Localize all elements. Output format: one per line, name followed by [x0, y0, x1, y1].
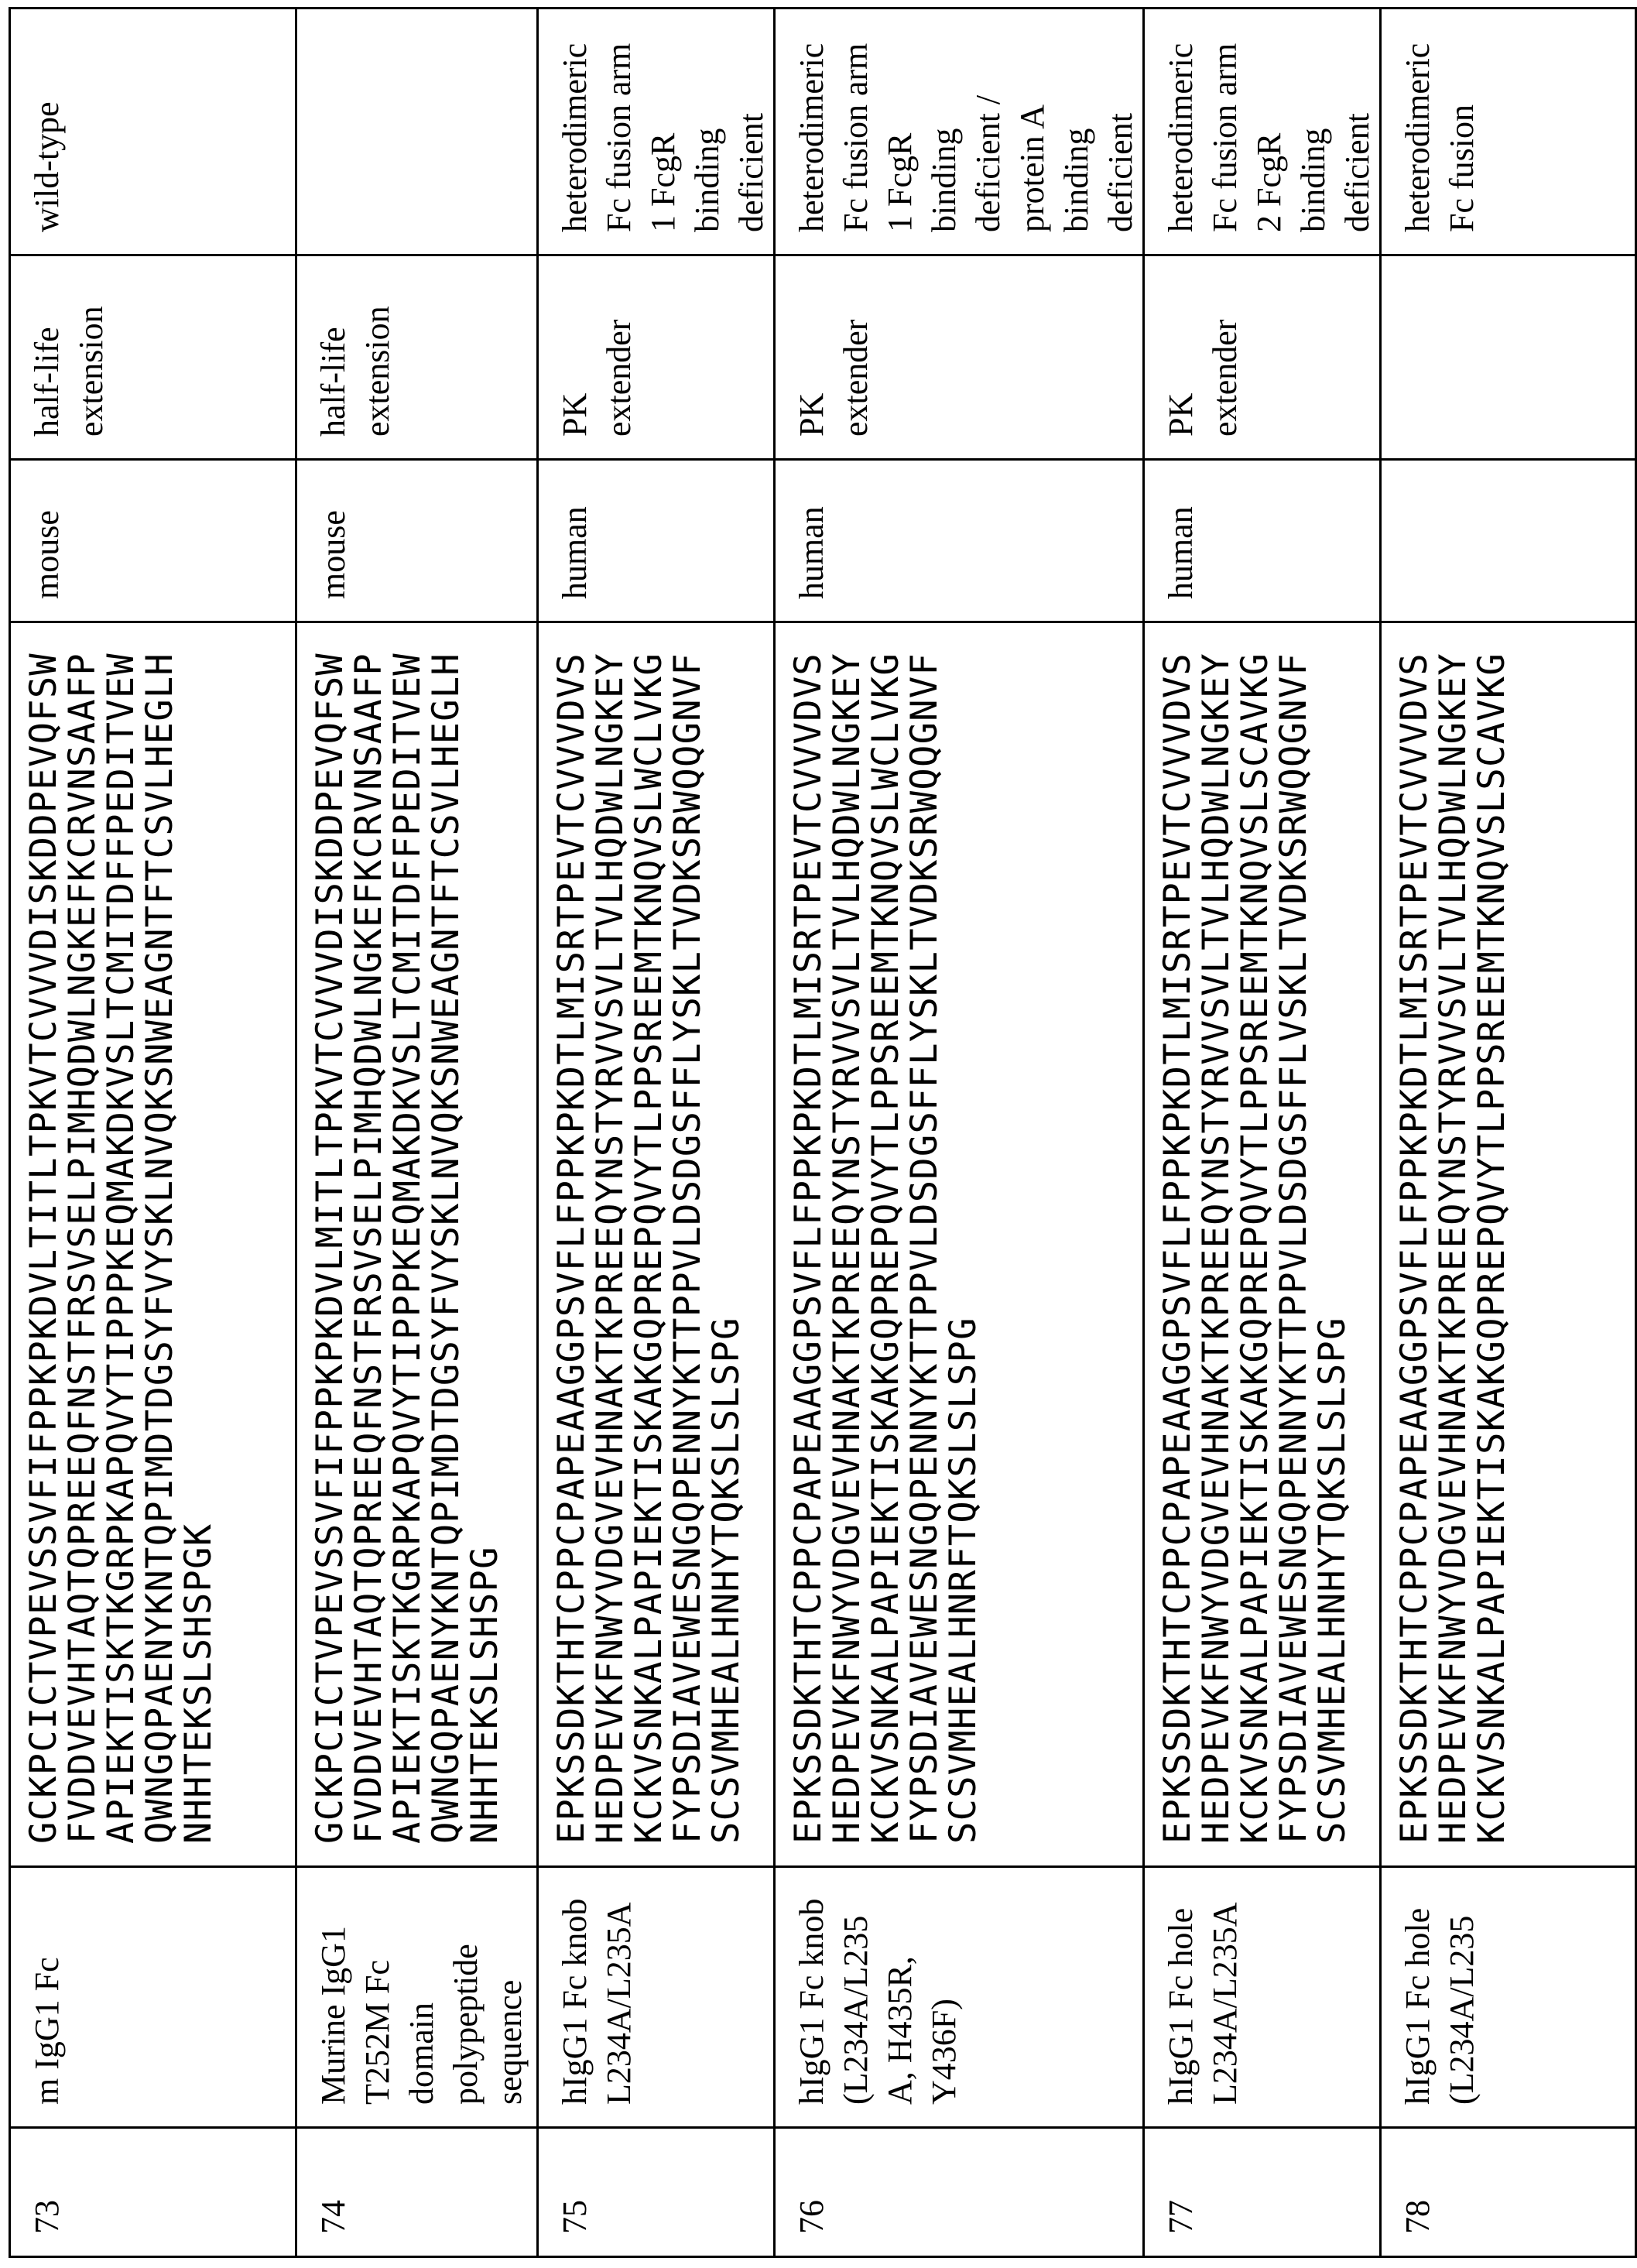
name-cell: m IgG1 Fc	[10, 1867, 296, 2128]
table-row	[10, 9, 296, 2257]
species-cell	[1381, 460, 1636, 622]
table-row	[775, 9, 1144, 2257]
species-cell: human	[538, 460, 775, 622]
sequence-line: FVDDVEVHTAQTQPREEQFNSTFRSVSELPIMHQDWLNGKEFKCRVNSAAFP	[350, 646, 389, 1844]
sequence-line: KCKVSNKALPAPIEKTISKAKGQPREPQVYTLPPSREEMTKNQVSLSCAVKG	[1473, 646, 1512, 1844]
sequence-line: EPKSSDKTHTCPPCPAPEAAGGPSVFLFPPKPKDTLMISRTPEVTCVVVDVS	[1159, 646, 1197, 1844]
sequence-line: GCKPCICTVPEVSSVFIFPPKPKDVLTITLTPKVTCVVVDISKDDPEVQFSW	[25, 646, 63, 1844]
name-cell: hIgG1 Fc hole L234A/L235A	[1144, 1867, 1381, 2128]
table-row	[538, 9, 775, 2257]
function-cell: PK extender	[775, 255, 1144, 460]
sequence-line: SCSVMHEALHNHYTQKSLSLSPG	[1313, 646, 1352, 1844]
sequence-line: FYPSDIAVEWESNGQPENNYKTTPPVLDSDGSFFLYSKLTVDKSRWQQGNVF	[669, 646, 707, 1844]
description-cell: heterodimeric Fc fusion arm 2 FcgR binding deficient	[1144, 9, 1381, 255]
sequence-line: APIEKTISKTKGRPKAPQVYTIPPPKEQMAKDKVSLTCMITDFFPEDITVEW	[102, 646, 141, 1844]
sequence-cell	[1381, 622, 1636, 1867]
description-cell: heterodimeric Fc fusion	[1381, 9, 1636, 255]
sequence-line: FYPSDIAVEWESNGQPENNYKTTPPVLDSDGSFFLYSKLTVDKSRWQQGNVF	[906, 646, 944, 1844]
sequence-line: GCKPCICTVPEVSSVFIFPPKPKDVLMITLTPKVTCVVVDISKDDPEVQFSW	[311, 646, 350, 1844]
sequence-line: EPKSSDKTHTCPPCPAPEAAGGPSVFLFPPKPKDTLMISRTPEVTCVVVDVS	[789, 646, 828, 1844]
sequence-cell	[10, 622, 296, 1867]
sequence-line: KCKVSNKALPAPIEKTISKAKGQPREPQVYTLPPSREEMTKNQVSLWCLVKG	[630, 646, 669, 1844]
sequence-line: HEDPEVKFNWYVDGVEVHNAKTKPREEQYNSTYRVVSVLTVLHQDWLNGKEY	[591, 646, 630, 1844]
name-cell: hIgG1 Fc knob (L234A/L235A, H435R, Y436F)	[775, 1867, 1144, 2128]
description-cell	[296, 9, 538, 255]
function-cell: PK extender	[538, 255, 775, 460]
sequence-cell	[296, 622, 538, 1867]
seq-id-cell: 76	[775, 2128, 1144, 2257]
species-cell: mouse	[296, 460, 538, 622]
sequence-cell	[538, 622, 775, 1867]
function-cell: half-life extension	[10, 255, 296, 460]
sequence-line: HEDPEVKFNWYVDGVEVHNAKTKPREEQYNSTYRVVSVLTVLHQDWLNGKEY	[1434, 646, 1473, 1844]
sequence-line: FVDDVEVHTAQTQPREEQFNSTFRSVSELPIMHQDWLNGKEFKCRVNSAAFP	[63, 646, 102, 1844]
table-row	[1381, 9, 1636, 2257]
table-row	[296, 9, 538, 2257]
seq-id-cell: 77	[1144, 2128, 1381, 2257]
name-cell: Murine IgG1 T252M Fc domain polypeptide sequence	[296, 1867, 538, 2128]
species-cell: human	[775, 460, 1144, 622]
sequence-line: SCSVMHEALHNHYTQKSLSLSPG	[707, 646, 746, 1844]
sequence-line: EPKSSDKTHTCPPCPAPEAAGGPSVFLFPPKPKDTLMISRTPEVTCVVVDVS	[553, 646, 591, 1844]
table-body	[10, 9, 1636, 2257]
sequence-line: NHHTEKSLSHSPGK	[180, 646, 218, 1844]
species-cell: mouse	[10, 460, 296, 622]
sequence-table	[9, 7, 1637, 2258]
seq-id-cell: 73	[10, 2128, 296, 2257]
function-cell: PK extender	[1144, 255, 1381, 460]
sequence-cell	[1144, 622, 1381, 1867]
sequence-line: FYPSDIAVEWESNGQPENNYKTTPPVLDSDGSFFLVSKLTVDKSRWQQGNVF	[1275, 646, 1313, 1844]
description-cell: heterodimeric Fc fusion arm 1 FcgR binding deficient	[538, 9, 775, 255]
sequence-line: KCKVSNKALPAPIEKTISKAKGQPREPQVYTLPPSREEMTKNQVSLSCAVKG	[1236, 646, 1275, 1844]
sequence-line: QWNGQPAENYKNTQPIMDTDGSYFVYSKLNVQKSNWEAGNTFTCSVLHEGLH	[427, 646, 466, 1844]
function-cell: half-life extension	[296, 255, 538, 460]
sequence-line: EPKSSDKTHTCPPCPAPEAAGGPSVFLFPPKPKDTLMISRTPEVTCVVVDVS	[1396, 646, 1434, 1844]
sequence-line: QWNGQPAENYKNTQPIMDTDGSYFVYSKLNVQKSNWEAGNTFTCSVLHEGLH	[141, 646, 180, 1844]
name-cell: hIgG1 Fc knob L234A/L235A	[538, 1867, 775, 2128]
sequence-line: APIEKTISKTKGRPKAPQVYTIPPPKEQMAKDKVSLTCMITDFFPEDITVEW	[389, 646, 427, 1844]
species-cell: human	[1144, 460, 1381, 622]
description-cell: heterodimeric Fc fusion arm 1 FcgR binding deficient / protein A binding deficient	[775, 9, 1144, 255]
sequence-line: KCKVSNKALPAPIEKTISKAKGQPREPQVYTLPPSREEMTKNQVSLWCLVKG	[867, 646, 906, 1844]
seq-id-cell: 75	[538, 2128, 775, 2257]
seq-id-cell: 74	[296, 2128, 538, 2257]
sequence-cell	[775, 622, 1144, 1867]
sequence-line: NHHTEKSLSHSPG	[466, 646, 505, 1844]
sequence-line: SCSVMHEALHNRFTQKSLSLSPG	[944, 646, 983, 1844]
function-cell	[1381, 255, 1636, 460]
description-cell: wild-type	[10, 9, 296, 255]
sequence-line: HEDPEVKFNWYVDGVEVHNAKTKPREEQYNSTYRVVSVLTVLHQDWLNGKEY	[828, 646, 867, 1844]
rotated-table-wrapper	[9, 7, 1637, 2258]
document-page	[0, 0, 1469, 2268]
sequence-line: HEDPEVKFNWYVDGVEVHNAKTKPREEQYNSTYRVVSVLTVLHQDWLNGKEY	[1197, 646, 1236, 1844]
table-row	[1144, 9, 1381, 2257]
seq-id-cell: 78	[1381, 2128, 1636, 2257]
name-cell: hIgG1 Fc hole (L234A/L235	[1381, 1867, 1636, 2128]
